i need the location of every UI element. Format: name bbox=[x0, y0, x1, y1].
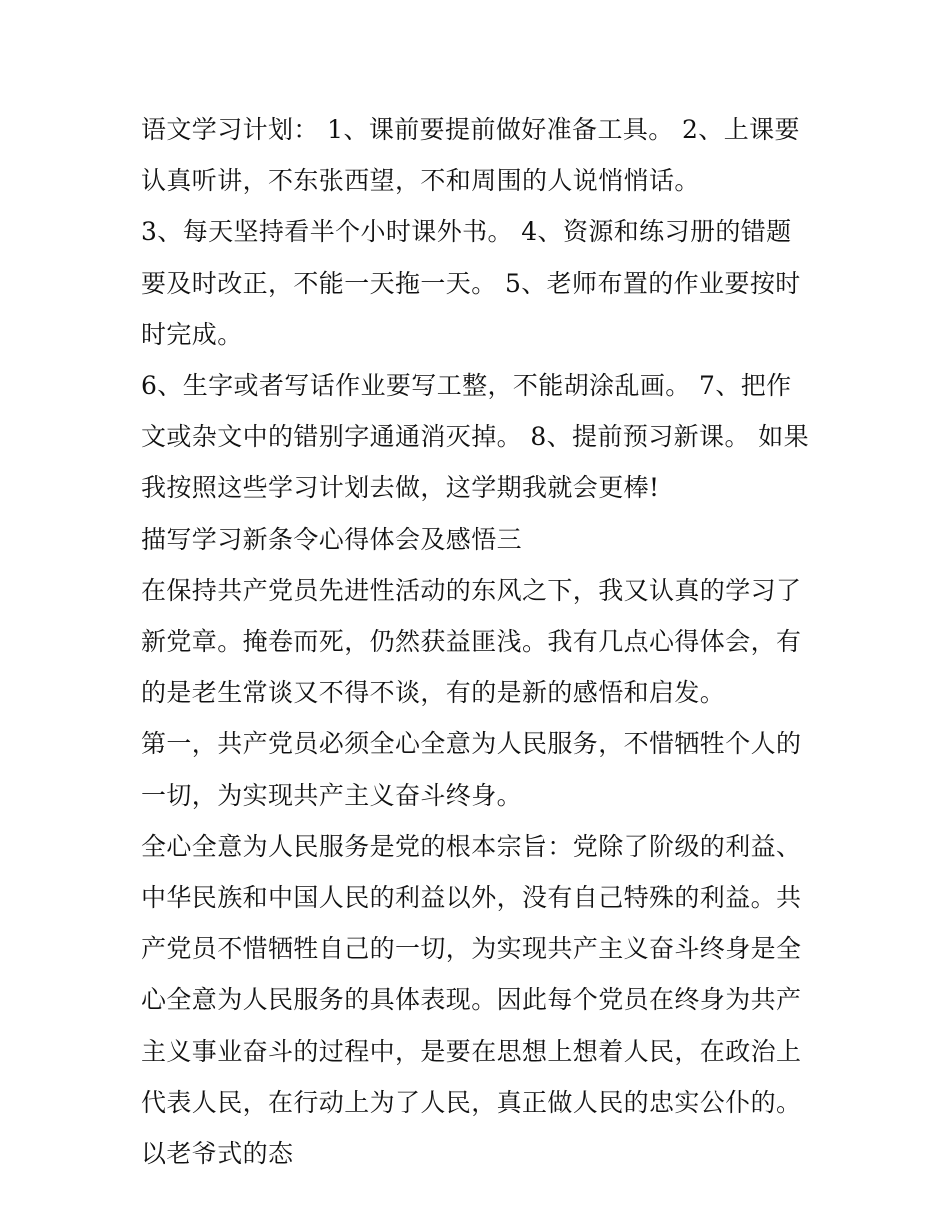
paragraph-serve-people: 全心全意为人民服务是党的根本宗旨：党除了阶级的利益、中华民族和中国人民的利益以外，没有自己特殊的利益。共产党员不惜牺牲自己的一切，为实现共产主义奋斗终身是全心全意为人民服务的具体表现。因此每个党员在终身为共产主义事业奋斗的过程中，是要在思想上想着人民，在政治上代表人民，在行动上为了人民，真正做人民的忠实公仆的。以老爷式的态 bbox=[141, 831, 802, 1169]
paragraph-intro: 在保持共产党员先进性活动的东风之下，我又认真的学习了新党章。掩卷而死，仍然获益匪浅。我有几点心得体会，有的是老生常谈又不得不谈，有的是新的感悟和启发。 bbox=[141, 575, 802, 708]
paragraph-study-plan-items-3-5: 3、每天坚持看半个小时课外书。 4、资源和练习册的错题要及时改正，不能一天拖一天。 5、老师布置的作业要按时时完成。 bbox=[141, 217, 801, 349]
paragraph-point-one: 第一，共产党员必须全心全意为人民服务，不惜牺牲个人的一切，为实现共产主义奋斗终身。 bbox=[141, 729, 802, 810]
paragraph-study-plan-items-6-8: 6、生字或者写话作业要写工整，不能胡涂乱画。 7、把作文或杂文中的错别字通通消灭掉。 8、提前预习新课。 如果我按照这些学习计划去做，这学期我就会更棒! bbox=[141, 371, 810, 503]
document-body bbox=[141, 104, 816, 1179]
paragraph-chinese-study-plan: 语文学习计划： 1、课前要提前做好准备工具。 2、上课要认真听讲，不东张西望，不和周围的人说悄悄话。 bbox=[141, 115, 800, 196]
section-heading: 描写学习新条令心得体会及感悟三 bbox=[141, 524, 523, 554]
